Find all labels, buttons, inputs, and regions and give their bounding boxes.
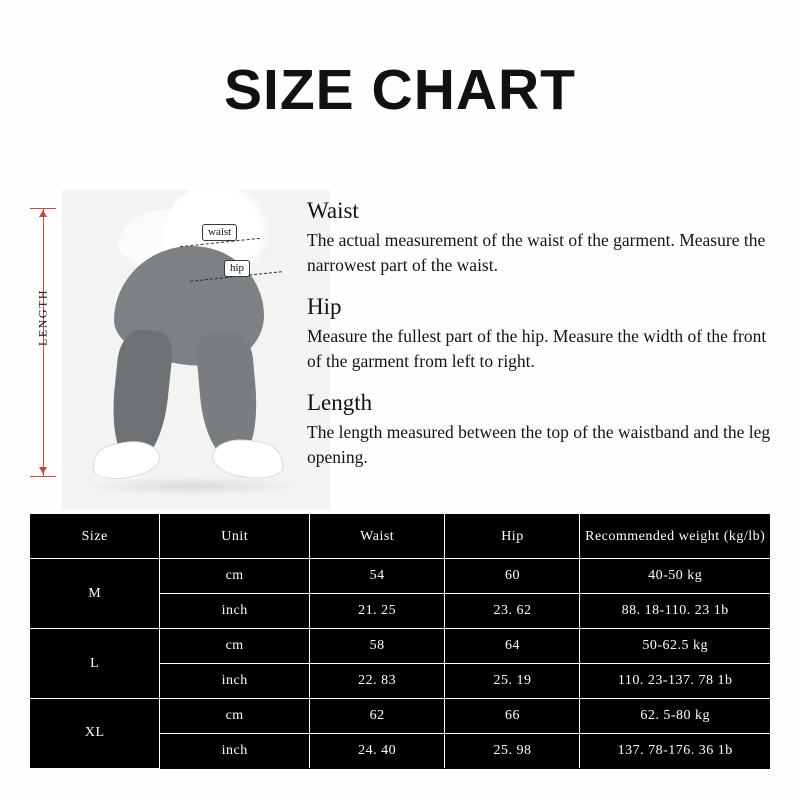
cell-hip-xl-cm: 66	[445, 699, 580, 734]
cell-waist-l-cm: 58	[309, 629, 445, 664]
header-unit: Unit	[160, 514, 310, 559]
cell-weight-xl-cm: 62. 5-80 kg	[580, 699, 770, 734]
cell-waist-l-inch: 22. 83	[309, 664, 445, 699]
cell-hip-xl-inch: 25. 98	[445, 734, 580, 769]
description-hip-body: Measure the fullest part of the hip. Measure the width of the front of the garment from left to right.	[307, 326, 767, 371]
length-bracket-tick-bottom	[30, 476, 56, 477]
cell-waist-xl-cm: 62	[309, 699, 445, 734]
model-shadow	[82, 476, 302, 496]
size-table-container	[30, 514, 770, 769]
length-arrow-up-icon	[39, 210, 47, 217]
table-row	[30, 699, 770, 734]
cell-hip-m-cm: 60	[445, 559, 580, 594]
description-length-heading: Length	[307, 390, 373, 415]
cell-unit-m-cm: cm	[160, 559, 310, 594]
cell-waist-m-cm: 54	[309, 559, 445, 594]
cell-hip-l-inch: 25. 19	[445, 664, 580, 699]
cell-weight-xl-inch: 137. 78-176. 36 1b	[580, 734, 770, 769]
cell-unit-m-inch: inch	[160, 594, 310, 629]
cell-size-xl: XL	[30, 699, 160, 769]
length-bracket-tick-top	[30, 208, 56, 209]
table-row	[30, 629, 770, 664]
description-waist-heading: Waist	[307, 198, 359, 223]
cell-hip-l-cm: 64	[445, 629, 580, 664]
cell-weight-m-cm: 40-50 kg	[580, 559, 770, 594]
length-axis-label: LENGTH	[35, 289, 50, 346]
cell-size-l: L	[30, 629, 160, 699]
description-length	[307, 388, 777, 470]
cell-waist-m-inch: 21. 25	[309, 594, 445, 629]
description-length-body: The length measured between the top of the waistband and the leg opening.	[307, 422, 771, 467]
cell-unit-xl-inch: inch	[160, 734, 310, 769]
cell-weight-l-inch: 110. 23-137. 78 1b	[580, 664, 770, 699]
cell-weight-l-cm: 50-62.5 kg	[580, 629, 770, 664]
cell-unit-l-cm: cm	[160, 629, 310, 664]
cell-weight-m-inch: 88. 18-110. 23 1b	[580, 594, 770, 629]
header-waist: Waist	[309, 514, 445, 559]
description-hip	[307, 292, 777, 374]
cell-unit-xl-cm: cm	[160, 699, 310, 734]
size-table-head	[30, 514, 770, 559]
page-title: SIZE CHART	[224, 58, 576, 122]
table-header-row	[30, 514, 770, 559]
length-arrow-down-icon	[39, 467, 47, 474]
cell-unit-l-inch: inch	[160, 664, 310, 699]
header-hip: Hip	[445, 514, 580, 559]
table-row	[30, 559, 770, 594]
header-recommended-weight: Recommended weight (kg/lb)	[580, 514, 770, 559]
measurement-descriptions	[307, 196, 777, 484]
cell-hip-m-inch: 23. 62	[445, 594, 580, 629]
waist-callout-label: waist	[202, 224, 237, 241]
header-size: Size	[30, 514, 160, 559]
description-waist-body: The actual measurement of the waist of the garment. Measure the narrowest part of the waist.	[307, 230, 766, 275]
hip-callout-label: hip	[224, 260, 250, 277]
cell-size-m: M	[30, 559, 160, 629]
model-image	[62, 190, 330, 510]
description-waist	[307, 196, 777, 278]
cell-waist-xl-inch: 24. 40	[309, 734, 445, 769]
size-table-body	[30, 559, 770, 769]
description-hip-heading: Hip	[307, 294, 342, 319]
product-photo	[30, 190, 330, 510]
size-table	[30, 514, 770, 769]
